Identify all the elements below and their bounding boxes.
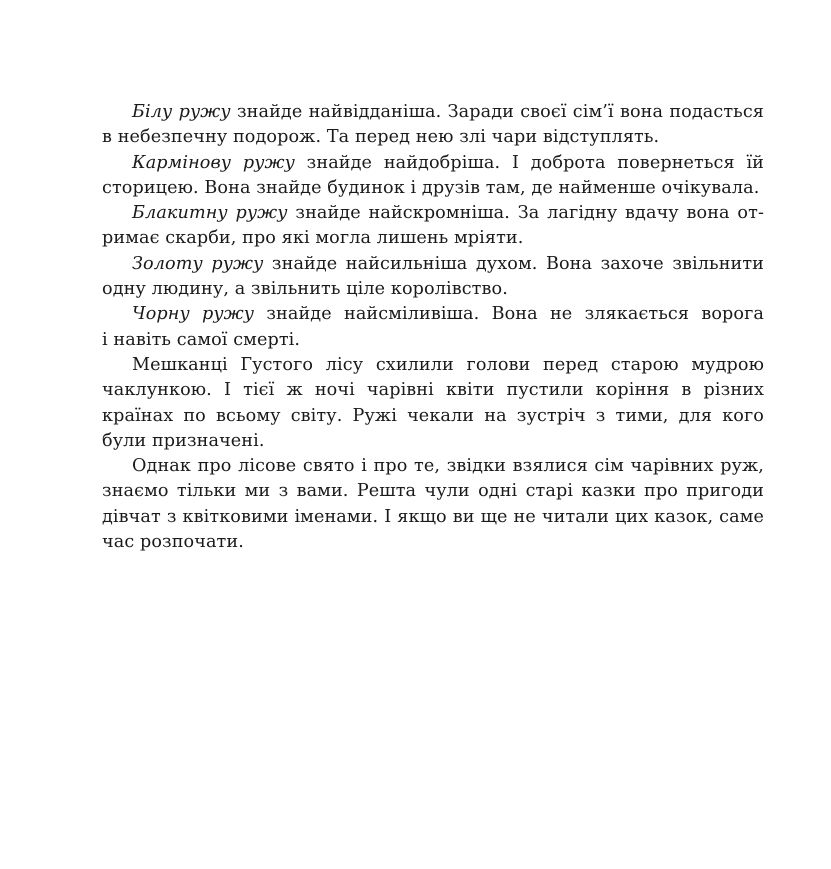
line-text: знайде найсміливіша. Вона не злякається ворога xyxy=(254,304,764,325)
paragraph xyxy=(102,201,764,252)
line-text: і навіть самої смерті. xyxy=(102,329,301,350)
line-text: дівчат з квітковими іменами. І якщо ви ще не читали цих казок, саме xyxy=(102,506,764,527)
line-text: знайде найдобріша. І доброта повернеться їй xyxy=(294,152,764,173)
text-line xyxy=(102,530,764,555)
paragraph xyxy=(102,100,764,151)
paragraph xyxy=(102,353,764,454)
paragraph xyxy=(102,252,764,303)
text-line xyxy=(102,429,764,454)
text-line xyxy=(102,125,764,150)
rose-name: Золоту ружу xyxy=(132,253,264,274)
text-line xyxy=(102,479,764,504)
rose-name: Білу ружу xyxy=(132,102,231,122)
text-line xyxy=(102,100,764,125)
line-text: знайде найскромніша. За лагідну вдачу вона от- xyxy=(287,203,764,224)
text-line xyxy=(102,505,764,530)
text-line xyxy=(102,252,764,277)
text-line xyxy=(102,201,764,226)
line-text: були призначені. xyxy=(102,430,265,451)
line-text: знайде найвідданіша. Заради своєї сім’ї вона подасться xyxy=(230,102,764,122)
line-text: час розпочати. xyxy=(102,532,244,553)
line-text: чаклункою. І тієї ж ночі чарівні квіти пустили коріння в різних xyxy=(102,380,764,401)
paragraph xyxy=(102,302,764,353)
line-text: знаємо тільки ми з вами. Решта чули одні старі казки про пригоди xyxy=(102,481,764,502)
line-text: сторицею. Вона знайде будинок і друзів там, де найменше очікувала. xyxy=(102,177,760,198)
paragraph xyxy=(102,151,764,202)
text-line xyxy=(102,404,764,429)
text-line xyxy=(102,176,764,201)
line-text: в небезпечну подорож. Та перед нею злі чари відступлять. xyxy=(102,127,660,148)
line-text: Мешканці Густого лісу схилили голови перед старою мудрою xyxy=(132,354,764,375)
line-text: Однак про лісове свято і про те, звідки взялися сім чарівних руж, xyxy=(132,456,764,477)
text-line xyxy=(102,277,764,302)
text-line xyxy=(102,151,764,176)
rose-name: Чорну ружу xyxy=(132,304,255,325)
line-text: країнах по всьому світу. Ружі чекали на зустріч з тими, для кого xyxy=(102,405,764,426)
rose-name: Блакитну ружу xyxy=(132,203,288,224)
line-text: римає скарби, про які могла лишень мріяти. xyxy=(102,228,524,249)
rose-name: Кармінову ружу xyxy=(132,152,295,173)
text-line xyxy=(102,302,764,327)
text-line xyxy=(102,454,764,479)
body-text xyxy=(102,100,764,555)
text-line xyxy=(102,328,764,353)
paragraph xyxy=(102,454,764,555)
line-text: одну людину, а звільнить ціле королівство. xyxy=(102,279,508,300)
line-text: знайде найсильніша духом. Вона захоче звільнити xyxy=(263,253,765,274)
text-line xyxy=(102,378,764,403)
text-line xyxy=(102,353,764,378)
text-line xyxy=(102,226,764,251)
